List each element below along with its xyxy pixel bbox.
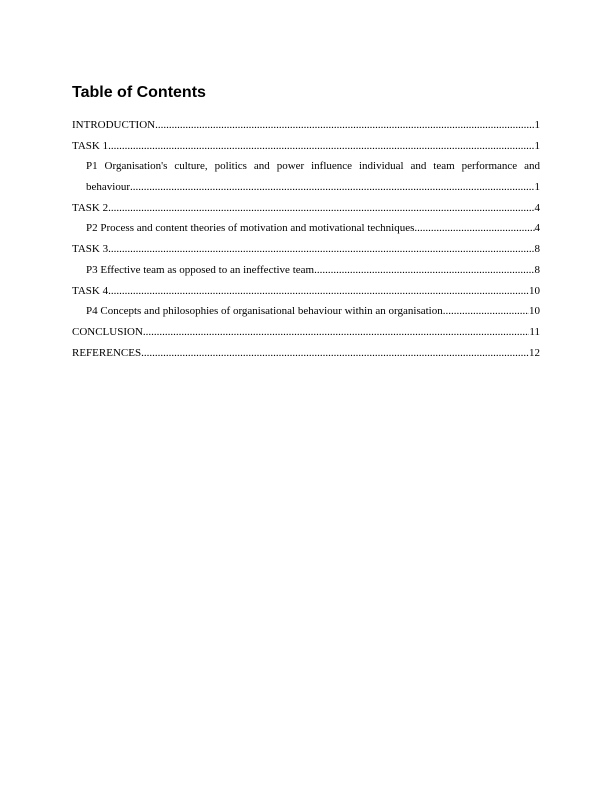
toc-entry-task-4[interactable] (72, 281, 540, 302)
toc-page-number: 4 (534, 201, 540, 214)
toc-page-number: 1 (534, 119, 540, 131)
toc-entry-label: REFERENCES (72, 346, 142, 359)
dot-leader (108, 136, 534, 157)
toc-entry-references[interactable] (72, 343, 540, 364)
dot-leader (108, 198, 534, 219)
dot-leader (141, 343, 529, 364)
toc-page-number: 8 (534, 243, 540, 256)
toc-page-number: 1 (534, 181, 540, 194)
toc-page-number: 10 (529, 284, 540, 297)
toc-entry-label-line2: behaviour (86, 181, 130, 194)
toc-entry-label: P2 Process and content theories of motivation and motivational techniques (86, 222, 415, 235)
toc-entry-label: TASK 3 (72, 243, 109, 256)
dot-leader (130, 177, 535, 198)
toc-page-number: 12 (529, 346, 540, 359)
toc-entry-label: TASK 4 (72, 284, 109, 297)
toc-title: Table of Contents (72, 84, 206, 101)
toc-entry-label: TASK 1 (72, 139, 109, 152)
toc-entry-p3[interactable] (72, 260, 540, 281)
toc-page-number: 8 (534, 263, 540, 276)
toc-entry-label: CONCLUSION (72, 325, 143, 338)
toc-entry-p4[interactable] (72, 301, 540, 322)
toc-entry-label: P3 Effective team as opposed to an ineffective team (86, 263, 315, 276)
toc-page-number: 1 (534, 139, 540, 152)
toc-page-number: 11 (529, 325, 540, 338)
toc-page-number: 10 (529, 305, 540, 318)
dot-leader (155, 115, 534, 136)
toc-entry-label-line1: P1 Organisation's culture, politics and power influence individual and team performance and (86, 160, 540, 173)
toc-entry-p2[interactable] (72, 218, 540, 239)
toc-entry-label: TASK 2 (72, 201, 109, 214)
toc-entry-conclusion[interactable] (72, 322, 540, 343)
dot-leader (108, 239, 534, 260)
toc-entry-task-3[interactable] (72, 239, 540, 260)
dot-leader (443, 301, 529, 322)
toc-entry-label: INTRODUCTION (72, 119, 156, 131)
toc-entry-introduction[interactable] (72, 115, 540, 136)
toc-entry-p1[interactable] (72, 156, 540, 197)
toc-entry-task-1[interactable] (72, 136, 540, 157)
toc-page-number: 4 (534, 222, 540, 235)
dot-leader (414, 218, 534, 239)
dot-leader (143, 322, 530, 343)
table-of-contents (72, 115, 540, 363)
toc-entry-task-2[interactable] (72, 198, 540, 219)
toc-entry-label: P4 Concepts and philosophies of organisational behaviour within an organisation (86, 305, 443, 318)
dot-leader (108, 281, 529, 302)
dot-leader (314, 260, 534, 281)
